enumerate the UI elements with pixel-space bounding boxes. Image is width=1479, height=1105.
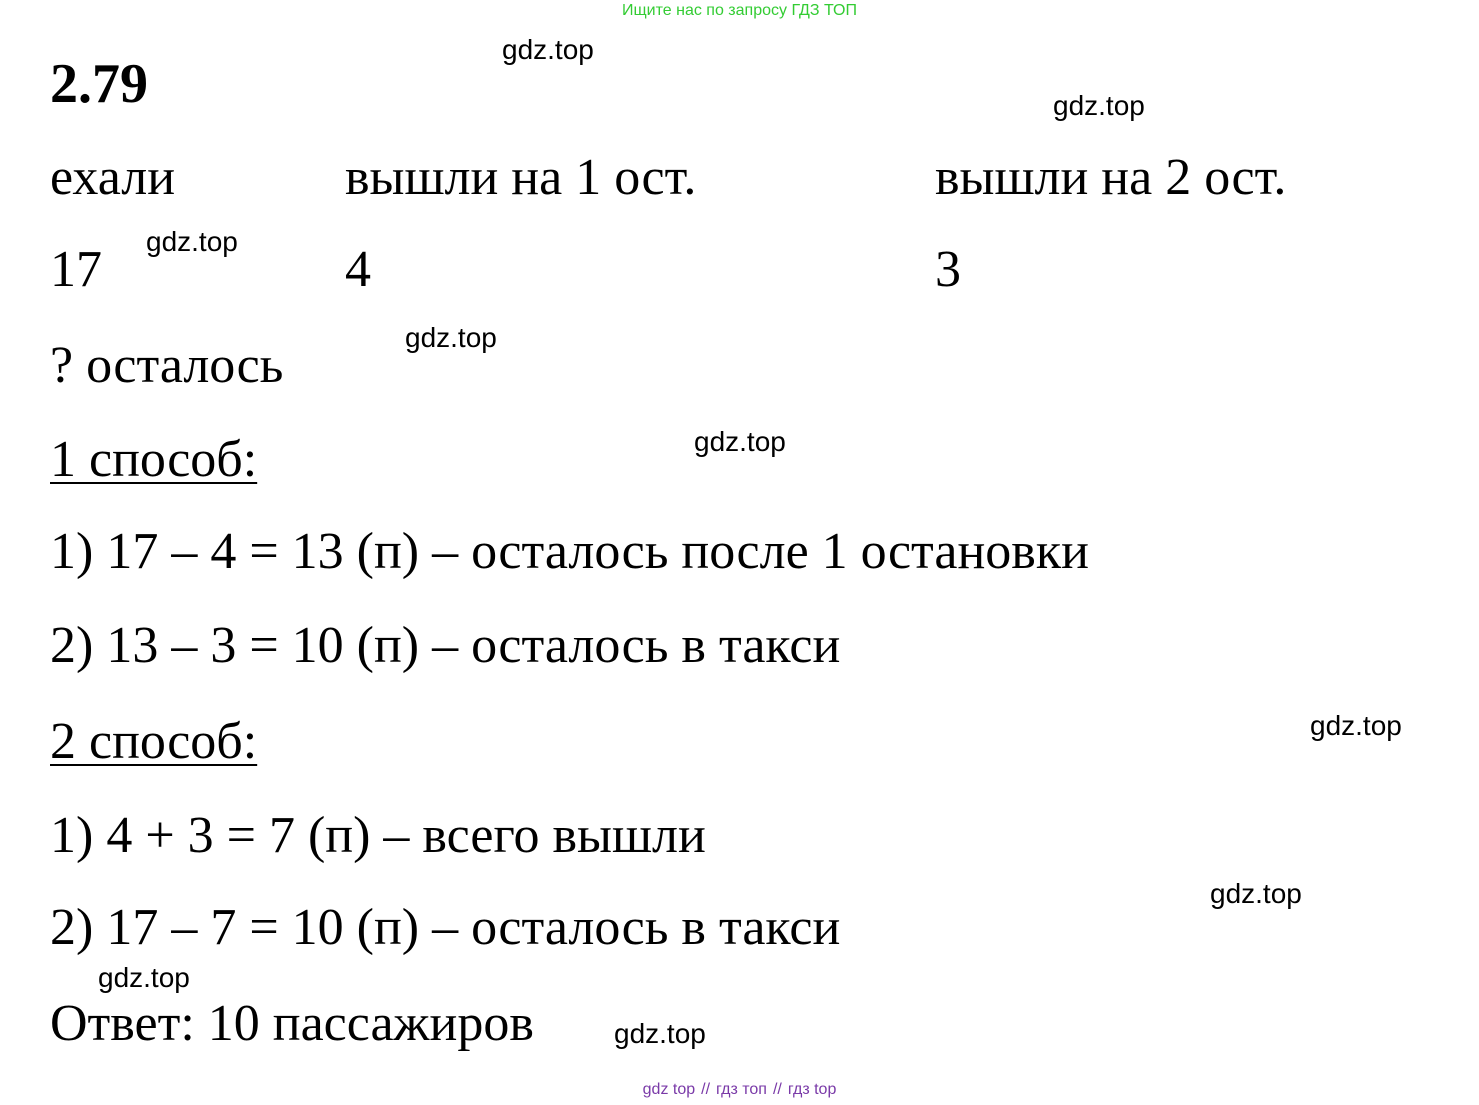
task-number: 2.79 [50,53,148,115]
value-stop1: 4 [345,241,371,298]
watermark: gdz.top [502,34,594,65]
answer-line: Ответ: 10 пассажиров [50,995,534,1052]
method1-step1: 1) 17 – 4 = 13 (п) – осталось после 1 остановки [50,523,1089,580]
method2-title: 2 способ: [50,713,258,770]
watermark: gdz.top [146,226,238,257]
watermark: gdz.top [98,962,190,993]
column-header-stop2: вышли на 2 ост. [935,149,1287,206]
method2-step1: 1) 4 + 3 = 7 (п) – всего вышли [50,807,706,864]
footer-separator: // [772,1081,782,1098]
watermark: gdz.top [614,1018,706,1049]
method2-step2: 2) 17 – 7 = 10 (п) – осталось в такси [50,899,841,956]
top-banner[interactable]: Ищите нас по запросу ГДЗ ТОП [622,2,857,19]
watermark: gdz.top [694,426,786,457]
column-header-rode: ехали [50,149,176,206]
method1-title: 1 способ: [50,431,258,488]
footer-link-gdz-top-ru[interactable]: гдз топ [716,1081,767,1098]
value-rode: 17 [50,241,102,298]
watermark: gdz.top [1310,710,1402,741]
question-line: ? осталось [50,337,284,394]
footer-separator: // [701,1081,711,1098]
watermark: gdz.top [1053,90,1145,121]
watermark: gdz.top [405,322,497,353]
footer-link-gdz-top[interactable]: gdz top [642,1081,696,1098]
watermark: gdz.top [1210,878,1302,909]
column-header-stop1: вышли на 1 ост. [345,149,697,206]
footer-links [0,1079,1479,1101]
footer-link-gdz-top-mixed[interactable]: гдз top [787,1081,837,1098]
method1-step2: 2) 13 – 3 = 10 (п) – осталось в такси [50,617,841,674]
value-stop2: 3 [935,241,961,298]
